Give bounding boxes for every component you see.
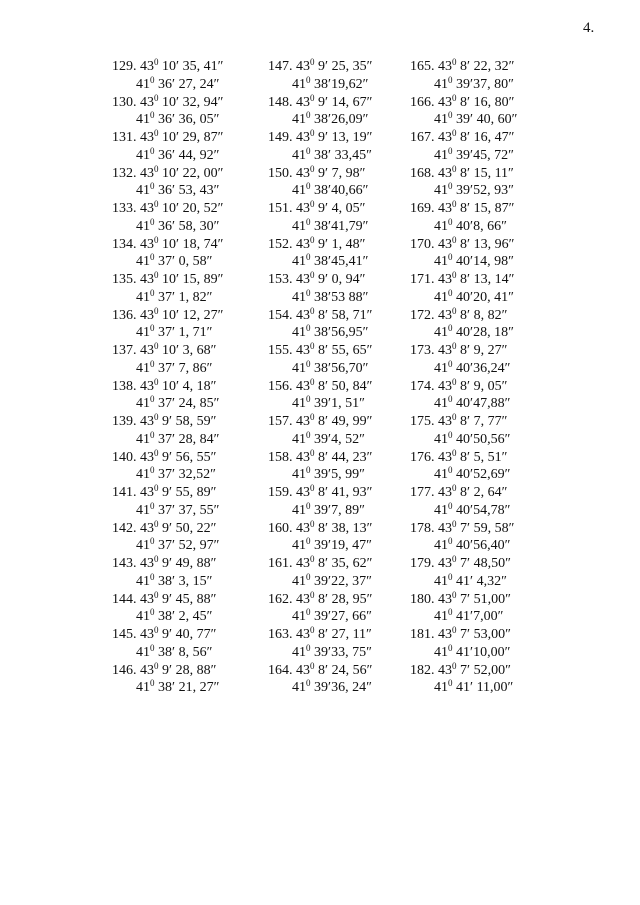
entry-number: 137. bbox=[112, 343, 137, 358]
coordinate-entry bbox=[268, 342, 372, 378]
longitude-value: $41^0$ 37′ 7, 86″ bbox=[136, 358, 213, 376]
coordinate-entry bbox=[268, 413, 372, 449]
entry-number: 148. bbox=[268, 94, 293, 110]
entry-number: 160. bbox=[268, 520, 293, 536]
coordinate-entry bbox=[112, 449, 223, 485]
latitude-value: $43^0$ 8′ 16, 47″ bbox=[438, 128, 515, 145]
entry-number: 173. bbox=[410, 343, 435, 358]
coordinate-entry bbox=[268, 271, 372, 307]
entry-number: 147. bbox=[268, 59, 293, 74]
entry-number: 178. bbox=[410, 520, 435, 536]
latitude-value: $43^0$ 8′ 27, 11″ bbox=[296, 625, 372, 642]
coordinate-entry bbox=[410, 58, 517, 94]
entry-number: 155. bbox=[268, 343, 293, 358]
coordinate-entry bbox=[410, 413, 517, 449]
longitude-value: $41^0$ 39′19, 47″ bbox=[292, 536, 372, 554]
coordinate-entry bbox=[268, 662, 372, 698]
entry-number: 134. bbox=[112, 236, 137, 252]
latitude-value: $43^0$ 8′ 15, 87″ bbox=[438, 199, 515, 216]
coordinate-entry bbox=[112, 520, 223, 556]
latitude-value: $43^0$ 8′ 38, 13″ bbox=[296, 518, 373, 536]
latitude-value: $43^0$ 8′ 28, 95″ bbox=[296, 589, 373, 607]
coordinate-entry bbox=[268, 591, 372, 627]
longitude-value: $41^0$ 38′56,70″ bbox=[292, 358, 369, 376]
coordinate-entry bbox=[268, 307, 372, 343]
entry-number: 174. bbox=[410, 378, 435, 394]
latitude-value: $43^0$ 8′ 41, 93″ bbox=[296, 483, 373, 500]
entry-number: 142. bbox=[112, 520, 137, 536]
entry-number: 162. bbox=[268, 591, 293, 607]
latitude-value: $43^0$ 9′ 1, 48″ bbox=[296, 234, 366, 252]
coordinate-entry bbox=[112, 626, 223, 662]
entry-number: 166. bbox=[410, 94, 435, 110]
longitude-value: $41^0$ 37′ 0, 58″ bbox=[136, 252, 213, 270]
longitude-value: $41^0$ 38′40,66″ bbox=[292, 181, 369, 199]
latitude-value: $43^0$ 8′ 49, 99″ bbox=[296, 412, 373, 429]
longitude-value: $41^0$ 37′ 1, 71″ bbox=[136, 323, 213, 341]
longitude-value: $41^0$ 37′ 1, 82″ bbox=[136, 287, 213, 305]
coordinates-column-2 bbox=[268, 58, 372, 697]
coordinate-entry bbox=[112, 342, 223, 378]
entry-number: 158. bbox=[268, 449, 293, 465]
coordinate-entry bbox=[410, 271, 517, 307]
entry-number: 139. bbox=[112, 414, 137, 429]
latitude-value: $43^0$ 9′ 14, 67″ bbox=[296, 92, 373, 110]
entry-number: 138. bbox=[112, 378, 137, 394]
longitude-value: $41^0$ 40′56,40″ bbox=[434, 536, 511, 554]
longitude-value: $41^0$ 38′26,09″ bbox=[292, 110, 369, 128]
entry-number: 181. bbox=[410, 627, 435, 642]
entry-number: 153. bbox=[268, 272, 293, 287]
coordinate-entry bbox=[410, 129, 517, 165]
coordinate-entry bbox=[268, 165, 372, 201]
longitude-value: $41^0$ 36′ 58, 30″ bbox=[136, 216, 220, 234]
longitude-value: $41^0$ 39′22, 37″ bbox=[292, 571, 372, 589]
entry-number: 133. bbox=[112, 201, 137, 216]
latitude-value: $43^0$ 7′ 48,50″ bbox=[438, 554, 511, 571]
coordinate-entry bbox=[268, 236, 372, 272]
latitude-value: $43^0$ 8′ 2, 64″ bbox=[438, 483, 508, 500]
entry-number: 169. bbox=[410, 201, 435, 216]
page-number: 4. bbox=[583, 20, 595, 36]
longitude-value: $41^0$ 36′ 53, 43″ bbox=[136, 181, 220, 199]
latitude-value: $43^0$ 8′ 5, 51″ bbox=[438, 447, 508, 465]
longitude-value: $41^0$ 38′56,95″ bbox=[292, 323, 369, 341]
coordinate-entry bbox=[410, 307, 517, 343]
latitude-value: $43^0$ 9′ 55, 89″ bbox=[140, 483, 217, 500]
entry-number: 182. bbox=[410, 662, 435, 678]
latitude-value: $43^0$ 9′ 4, 05″ bbox=[296, 199, 366, 216]
latitude-value: $43^0$ 8′ 24, 56″ bbox=[296, 660, 373, 678]
longitude-value: $41^0$ 39′ 40, 60″ bbox=[434, 110, 518, 128]
coordinate-entry bbox=[268, 200, 372, 236]
longitude-value: $41^0$ 40′36,24″ bbox=[434, 358, 511, 376]
coordinate-entry bbox=[410, 484, 517, 520]
latitude-value: $43^0$ 9′ 56, 55″ bbox=[140, 447, 217, 465]
longitude-value: $41^0$ 36′ 27, 24″ bbox=[136, 74, 220, 92]
coordinate-entry bbox=[410, 94, 517, 130]
entry-number: 149. bbox=[268, 130, 293, 145]
entry-number: 143. bbox=[112, 556, 137, 571]
latitude-value: $43^0$ 8′ 58, 71″ bbox=[296, 305, 373, 323]
latitude-value: $43^0$ 7′ 51,00″ bbox=[438, 589, 511, 607]
entry-number: 129. bbox=[112, 59, 137, 74]
latitude-value: $43^0$ 8′ 15, 11″ bbox=[438, 163, 514, 181]
entry-number: 175. bbox=[410, 414, 435, 429]
latitude-value: $43^0$ 8′ 16, 80″ bbox=[438, 92, 515, 110]
coordinate-entry bbox=[410, 165, 517, 201]
latitude-value: $43^0$ 10′ 12, 27″ bbox=[140, 305, 224, 323]
coordinate-entry bbox=[268, 58, 372, 94]
latitude-value: $43^0$ 8′ 9, 27″ bbox=[438, 341, 508, 358]
longitude-value: $41^0$ 38′45,41″ bbox=[292, 252, 369, 270]
coordinate-entry bbox=[410, 591, 517, 627]
longitude-value: $41^0$ 39′5, 99″ bbox=[292, 465, 365, 483]
longitude-value: $41^0$ 37′ 32,52″ bbox=[136, 465, 216, 483]
longitude-value: $41^0$ 38′53 88″ bbox=[292, 287, 369, 305]
longitude-value: $41^0$ 38′ 3, 15″ bbox=[136, 571, 213, 589]
longitude-value: $41^0$ 38′ 2, 45″ bbox=[136, 607, 213, 625]
longitude-value: $41^0$ 38′ 21, 27″ bbox=[136, 678, 220, 696]
coordinate-entry bbox=[410, 236, 517, 272]
latitude-value: $43^0$ 10′ 29, 87″ bbox=[140, 128, 224, 145]
latitude-value: $43^0$ 9′ 25, 35″ bbox=[296, 57, 373, 74]
entry-number: 163. bbox=[268, 627, 293, 642]
latitude-value: $43^0$ 9′ 49, 88″ bbox=[140, 554, 217, 571]
entry-number: 179. bbox=[410, 556, 435, 571]
longitude-value: $41^0$ 39′1, 51″ bbox=[292, 394, 365, 412]
longitude-value: $41^0$ 39′37, 80″ bbox=[434, 74, 514, 92]
coordinate-entry bbox=[112, 484, 223, 520]
latitude-value: $43^0$ 9′ 58, 59″ bbox=[140, 412, 217, 429]
latitude-value: $43^0$ 9′ 45, 88″ bbox=[140, 589, 217, 607]
latitude-value: $43^0$ 8′ 35, 62″ bbox=[296, 554, 373, 571]
longitude-value: $41^0$ 36′ 36, 05″ bbox=[136, 110, 220, 128]
latitude-value: $43^0$ 10′ 22, 00″ bbox=[140, 163, 224, 181]
latitude-value: $43^0$ 8′ 8, 82″ bbox=[438, 305, 508, 323]
coordinate-entry bbox=[112, 307, 223, 343]
longitude-value: $41^0$ 39′52, 93″ bbox=[434, 181, 514, 199]
coordinate-entry bbox=[112, 555, 223, 591]
entry-number: 170. bbox=[410, 236, 435, 252]
latitude-value: $43^0$ 9′ 28, 88″ bbox=[140, 660, 217, 678]
longitude-value: $41^0$ 40′52,69″ bbox=[434, 465, 511, 483]
entry-number: 141. bbox=[112, 485, 137, 500]
latitude-value: $43^0$ 8′ 13, 14″ bbox=[438, 270, 515, 287]
entry-number: 159. bbox=[268, 485, 293, 500]
coordinate-entry bbox=[268, 94, 372, 130]
latitude-value: $43^0$ 7′ 59, 58″ bbox=[438, 518, 515, 536]
longitude-value: $41^0$ 38′41,79″ bbox=[292, 216, 369, 234]
coordinate-entry bbox=[112, 271, 223, 307]
entry-number: 152. bbox=[268, 236, 293, 252]
coordinate-entry bbox=[268, 484, 372, 520]
latitude-value: $43^0$ 8′ 22, 32″ bbox=[438, 57, 515, 74]
coordinates-column-3 bbox=[410, 58, 517, 697]
longitude-value: $41^0$ 36′ 44, 92″ bbox=[136, 145, 220, 163]
entry-number: 171. bbox=[410, 272, 435, 287]
latitude-value: $43^0$ 9′ 0, 94″ bbox=[296, 270, 366, 287]
latitude-value: $43^0$ 9′ 13, 19″ bbox=[296, 128, 373, 145]
longitude-value: $41^0$ 41′10,00″ bbox=[434, 642, 511, 660]
entry-number: 131. bbox=[112, 130, 137, 145]
latitude-value: $43^0$ 8′ 7, 77″ bbox=[438, 412, 508, 429]
entry-number: 176. bbox=[410, 449, 435, 465]
coordinate-entry bbox=[112, 129, 223, 165]
longitude-value: $41^0$ 38′19,62″ bbox=[292, 74, 369, 92]
coordinate-entry bbox=[268, 520, 372, 556]
coordinate-entry bbox=[410, 662, 517, 698]
entry-number: 132. bbox=[112, 165, 137, 181]
longitude-value: $41^0$ 37′ 24, 85″ bbox=[136, 394, 220, 412]
longitude-value: $41^0$ 39′4, 52″ bbox=[292, 429, 365, 447]
longitude-value: $41^0$ 40′50,56″ bbox=[434, 429, 511, 447]
coordinate-entry bbox=[268, 449, 372, 485]
longitude-value: $41^0$ 37′ 37, 55″ bbox=[136, 500, 220, 518]
latitude-value: $43^0$ 10′ 18, 74″ bbox=[140, 234, 224, 252]
longitude-value: $41^0$ 37′ 52, 97″ bbox=[136, 536, 220, 554]
longitude-value: $41^0$ 40′54,78″ bbox=[434, 500, 511, 518]
latitude-value: $43^0$ 10′ 20, 52″ bbox=[140, 199, 224, 216]
entry-number: 168. bbox=[410, 165, 435, 181]
entry-number: 161. bbox=[268, 556, 293, 571]
entry-number: 165. bbox=[410, 59, 435, 74]
coordinate-entry bbox=[112, 378, 223, 414]
entry-number: 177. bbox=[410, 485, 435, 500]
coordinate-entry bbox=[268, 378, 372, 414]
entry-number: 145. bbox=[112, 627, 137, 642]
coordinates-column-1 bbox=[112, 58, 223, 697]
coordinate-entry bbox=[112, 94, 223, 130]
longitude-value: $41^0$ 40′47,88″ bbox=[434, 394, 511, 412]
longitude-value: $41^0$ 37′ 28, 84″ bbox=[136, 429, 220, 447]
longitude-value: $41^0$ 41′ 11,00″ bbox=[434, 678, 514, 696]
coordinate-entry bbox=[112, 236, 223, 272]
entry-number: 157. bbox=[268, 414, 293, 429]
longitude-value: $41^0$ 41′7,00″ bbox=[434, 607, 504, 625]
latitude-value: $43^0$ 8′ 55, 65″ bbox=[296, 341, 373, 358]
latitude-value: $43^0$ 7′ 52,00″ bbox=[438, 660, 511, 678]
latitude-value: $43^0$ 10′ 15, 89″ bbox=[140, 270, 224, 287]
latitude-value: $43^0$ 8′ 13, 96″ bbox=[438, 234, 515, 252]
latitude-value: $43^0$ 8′ 9, 05″ bbox=[438, 376, 508, 394]
entry-number: 154. bbox=[268, 307, 293, 323]
latitude-value: $43^0$ 8′ 50, 84″ bbox=[296, 376, 373, 394]
latitude-value: $43^0$ 10′ 3, 68″ bbox=[140, 341, 217, 358]
longitude-value: $41^0$ 39′7, 89″ bbox=[292, 500, 365, 518]
entry-number: 135. bbox=[112, 272, 137, 287]
coordinate-entry bbox=[410, 626, 517, 662]
coordinate-entry bbox=[410, 200, 517, 236]
entry-number: 164. bbox=[268, 662, 293, 678]
coordinate-entry bbox=[410, 342, 517, 378]
entry-number: 130. bbox=[112, 94, 137, 110]
latitude-value: $43^0$ 7′ 53,00″ bbox=[438, 625, 511, 642]
entry-number: 144. bbox=[112, 591, 137, 607]
coordinate-entry bbox=[268, 129, 372, 165]
coordinate-entry bbox=[112, 58, 223, 94]
longitude-value: $41^0$ 40′8, 66″ bbox=[434, 216, 507, 234]
entry-number: 150. bbox=[268, 165, 293, 181]
longitude-value: $41^0$ 40′28, 18″ bbox=[434, 323, 514, 341]
longitude-value: $41^0$ 38′ 8, 56″ bbox=[136, 642, 213, 660]
coordinate-entry bbox=[410, 378, 517, 414]
coordinate-entry bbox=[112, 200, 223, 236]
entry-number: 167. bbox=[410, 130, 435, 145]
longitude-value: $41^0$ 41′ 4,32″ bbox=[434, 571, 507, 589]
entry-number: 140. bbox=[112, 449, 137, 465]
latitude-value: $43^0$ 8′ 44, 23″ bbox=[296, 447, 373, 465]
longitude-value: $41^0$ 39′27, 66″ bbox=[292, 607, 372, 625]
coordinate-entry bbox=[410, 449, 517, 485]
entry-number: 156. bbox=[268, 378, 293, 394]
coordinate-entry bbox=[112, 165, 223, 201]
coordinate-entry bbox=[410, 520, 517, 556]
longitude-value: $41^0$ 40′20, 41″ bbox=[434, 287, 514, 305]
latitude-value: $43^0$ 9′ 7, 98″ bbox=[296, 163, 366, 181]
latitude-value: $43^0$ 9′ 50, 22″ bbox=[140, 518, 217, 536]
latitude-value: $43^0$ 10′ 4, 18″ bbox=[140, 376, 217, 394]
coordinate-entry bbox=[268, 555, 372, 591]
entry-number: 172. bbox=[410, 307, 435, 323]
longitude-value: $41^0$ 38′ 33,45″ bbox=[292, 145, 372, 163]
entry-number: 136. bbox=[112, 307, 137, 323]
longitude-value: $41^0$ 40′14, 98″ bbox=[434, 252, 514, 270]
longitude-value: $41^0$ 39′33, 75″ bbox=[292, 642, 372, 660]
entry-number: 151. bbox=[268, 201, 293, 216]
coordinate-entry bbox=[112, 662, 223, 698]
coordinate-entry bbox=[268, 626, 372, 662]
latitude-value: $43^0$ 10′ 32, 94″ bbox=[140, 92, 224, 110]
longitude-value: $41^0$ 39′45, 72″ bbox=[434, 145, 514, 163]
latitude-value: $43^0$ 10′ 35, 41″ bbox=[140, 57, 224, 74]
entry-number: 146. bbox=[112, 662, 137, 678]
latitude-value: $43^0$ 9′ 40, 77″ bbox=[140, 625, 217, 642]
coordinate-entry bbox=[112, 591, 223, 627]
entry-number: 180. bbox=[410, 591, 435, 607]
longitude-value: $41^0$ 39′36, 24″ bbox=[292, 678, 372, 696]
coordinate-entry bbox=[112, 413, 223, 449]
coordinate-entry bbox=[410, 555, 517, 591]
